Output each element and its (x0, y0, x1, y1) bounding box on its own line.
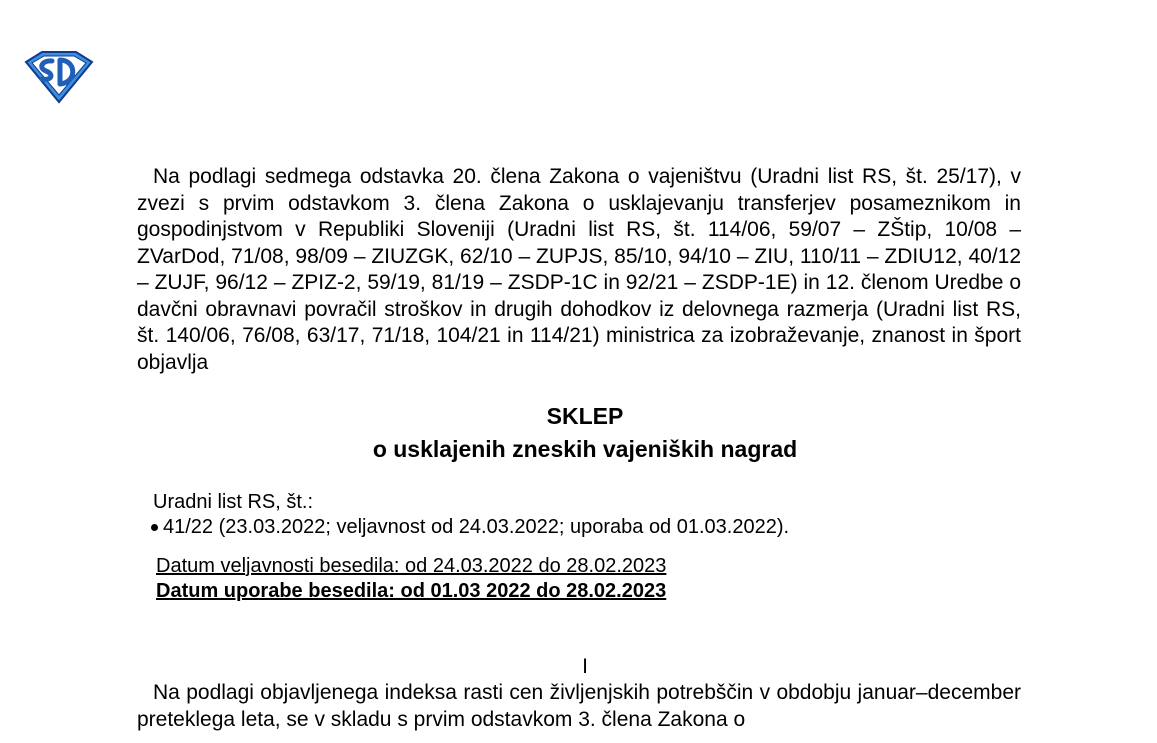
intro-paragraph: Na podlagi sedmega odstavka 20. člena Zakona o vajeništvu (Uradni list RS, št. 25/17), v zvezi s prvim odstavkom 3. člena Zakona o usklajevanju transferjev posameznikom in gospodinjstvom v Republiki Sloveniji (Uradni list RS, št. 114/06, 59/07 – ZŠtip, 10/08 – ZVarDod, 71/08, 98/09 – ZIUZGK, 62/10 – ZUPJS, 85/10, 94/10 – ZIU, 110/11 – ZDIU12, 40/12 – ZUJF, 96/12 – ZPIZ-2, 59/19, 81/19 – ZSDP-1C in 92/21 – ZSDP-1E) in 12. členom Uredbe o davčni obravnavi povračil stroškov in drugih dohodkov iz delovnega razmerja (Uradni list RS, št. 140/06, 76/08, 63/17, 71/18, 104/21 in 114/21) ministrica za izobraževanje, znanost in šport objavlja (137, 165, 1021, 374)
bullet-icon (151, 524, 158, 531)
validity-dates (137, 554, 1021, 604)
sd-logo-icon (22, 48, 96, 104)
gazette-item-text: 41/22 (23.03.2022; veljavnost od 24.03.2022; uporaba od 01.03.2022). (163, 516, 790, 538)
validity-date-text: Datum veljavnosti besedila: od 24.03.2022 do 28.02.2023 (156, 555, 667, 577)
section-numeral: I (582, 655, 588, 678)
title-line-subject: o usklajenih zneskih vajeniških nagrad (372, 436, 798, 462)
gazette-reference (137, 490, 1021, 540)
section-paragraph: Na podlagi objavljenega indeksa rasti cen življenjskih potrebščin v obdobju januar–december preteklega leta, se v skladu s prvim odstavkom 3. člena Zakona o (137, 681, 1021, 731)
title-line-sklep: SKLEP (546, 403, 624, 429)
gazette-label: Uradni list RS, št.: (153, 491, 314, 513)
gazette-list-item (151, 515, 1021, 540)
document-title (137, 400, 1021, 466)
use-date-text: Datum uporabe besedila: od 01.03 2022 do 28.02.2023 (156, 580, 667, 602)
document-body (137, 164, 1021, 733)
